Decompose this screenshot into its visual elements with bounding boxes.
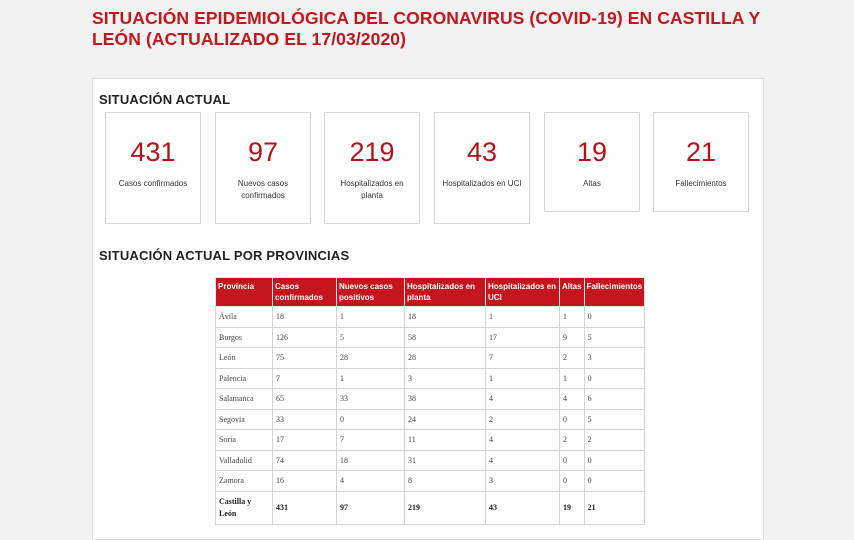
stat-card-deaths: [653, 112, 749, 212]
stat-label: Casos confirmados: [118, 179, 188, 188]
table-cell: 4: [486, 430, 560, 451]
stat-value: 97: [247, 137, 279, 167]
stat-card-confirmed: [105, 112, 201, 224]
table-cell: 5: [584, 327, 645, 348]
province-cell: León: [216, 348, 273, 369]
table-cell: 0: [337, 409, 405, 430]
table-cell: 65: [273, 389, 337, 410]
table-row: [216, 450, 645, 471]
provinces-table: [215, 277, 645, 525]
table-cell: 33: [337, 389, 405, 410]
table-cell: 18: [405, 307, 486, 328]
table-row: [216, 307, 645, 328]
table-row: [216, 409, 645, 430]
stat-value: 431: [130, 137, 176, 167]
stat-label: Nuevos casos confirmados: [237, 179, 289, 200]
column-header: Hospitalizados en planta: [405, 278, 486, 307]
table-cell: 28: [405, 348, 486, 369]
table-cell: 0: [584, 307, 645, 328]
province-cell: Segovia: [216, 409, 273, 430]
stat-label: Hospitalizados en planta: [340, 179, 404, 200]
table-cell: 0: [584, 368, 645, 389]
table-cell: 1: [486, 307, 560, 328]
table-row: [216, 430, 645, 451]
table-cell: 7: [486, 348, 560, 369]
table-cell: 7: [273, 368, 337, 389]
table-cell: 4: [337, 471, 405, 492]
table-cell: 4: [486, 450, 560, 471]
stat-label: Fallecimientos: [675, 179, 727, 188]
stat-card-new-cases: [215, 112, 311, 224]
table-row: [216, 471, 645, 492]
total-cell: 21: [584, 491, 645, 524]
table-cell: 3: [584, 348, 645, 369]
province-cell: Valladolid: [216, 450, 273, 471]
table-cell: 2: [486, 409, 560, 430]
table-row: [216, 327, 645, 348]
table-cell: 11: [405, 430, 486, 451]
column-header: Provincia: [216, 278, 273, 307]
table-cell: 5: [337, 327, 405, 348]
table-cell: 18: [273, 307, 337, 328]
table-row: [216, 368, 645, 389]
table-cell: 0: [584, 471, 645, 492]
table-cell: 17: [486, 327, 560, 348]
stat-card-hospitalized-ward: [324, 112, 420, 224]
provinces-heading: SITUACIÓN ACTUAL POR PROVINCIAS: [99, 248, 350, 263]
situation-panel: [92, 78, 764, 540]
table-cell: 1: [337, 368, 405, 389]
table-cell: 2: [560, 348, 585, 369]
total-cell: 219: [405, 491, 486, 524]
table-cell: 4: [486, 389, 560, 410]
table-cell: 16: [273, 471, 337, 492]
stat-card-discharges: [544, 112, 640, 212]
table-cell: 74: [273, 450, 337, 471]
table-cell: 2: [560, 430, 585, 451]
total-label-cell: Castilla y León: [216, 491, 273, 524]
stat-value: 21: [685, 137, 717, 167]
table-cell: 17: [273, 430, 337, 451]
table-cell: 4: [560, 389, 585, 410]
column-header: Hospitalizados en UCI: [486, 278, 560, 307]
provinces-table-wrapper: [215, 277, 645, 525]
table-header-row: [216, 278, 645, 307]
table-cell: 2: [584, 430, 645, 451]
table-cell: 1: [560, 307, 585, 328]
table-cell: 3: [486, 471, 560, 492]
table-cell: 0: [560, 450, 585, 471]
table-cell: 1: [486, 368, 560, 389]
table-row: [216, 389, 645, 410]
table-cell: 0: [560, 471, 585, 492]
table-cell: 0: [584, 450, 645, 471]
table-cell: 75: [273, 348, 337, 369]
stat-value: 43: [466, 137, 498, 167]
table-cell: 1: [560, 368, 585, 389]
column-header: Fallecimientos: [584, 278, 645, 307]
stat-value: 219: [349, 137, 395, 167]
province-cell: Ávila: [216, 307, 273, 328]
column-header: Nuevos casos positivos: [337, 278, 405, 307]
total-cell: 19: [560, 491, 585, 524]
table-cell: 28: [337, 348, 405, 369]
stat-value: 19: [576, 137, 608, 167]
table-cell: 24: [405, 409, 486, 430]
province-cell: Salamanca: [216, 389, 273, 410]
table-cell: 3: [405, 368, 486, 389]
table-cell: 126: [273, 327, 337, 348]
table-cell: 6: [584, 389, 645, 410]
current-situation-heading: SITUACIÓN ACTUAL: [99, 92, 231, 107]
table-cell: 58: [405, 327, 486, 348]
table-cell: 33: [273, 409, 337, 430]
province-cell: Soria: [216, 430, 273, 451]
stat-card-hospitalized-icu: [434, 112, 530, 224]
page-title: SITUACIÓN EPIDEMIOLÓGICA DEL CORONAVIRUS (COVID-19) EN CASTILLA Y LEÓN (ACTUALIZADO EL 17/03/2020): [92, 8, 760, 49]
table-cell: 18: [337, 450, 405, 471]
province-cell: Palencia: [216, 368, 273, 389]
table-row: [216, 348, 645, 369]
column-header: Casos confirmados: [273, 278, 337, 307]
province-cell: Burgos: [216, 327, 273, 348]
table-total-row: [216, 491, 645, 524]
province-cell: Zamora: [216, 471, 273, 492]
table-cell: 0: [560, 409, 585, 430]
column-header: Altas: [560, 278, 585, 307]
table-cell: 1: [337, 307, 405, 328]
total-cell: 43: [486, 491, 560, 524]
table-cell: 38: [405, 389, 486, 410]
stat-label: Hospitalizados en UCI: [442, 179, 522, 188]
table-cell: 8: [405, 471, 486, 492]
table-cell: 7: [337, 430, 405, 451]
stat-cards: [105, 112, 755, 232]
total-cell: 431: [273, 491, 337, 524]
table-cell: 31: [405, 450, 486, 471]
stat-label: Altas: [583, 179, 601, 188]
table-cell: 9: [560, 327, 585, 348]
total-cell: 97: [337, 491, 405, 524]
table-cell: 5: [584, 409, 645, 430]
